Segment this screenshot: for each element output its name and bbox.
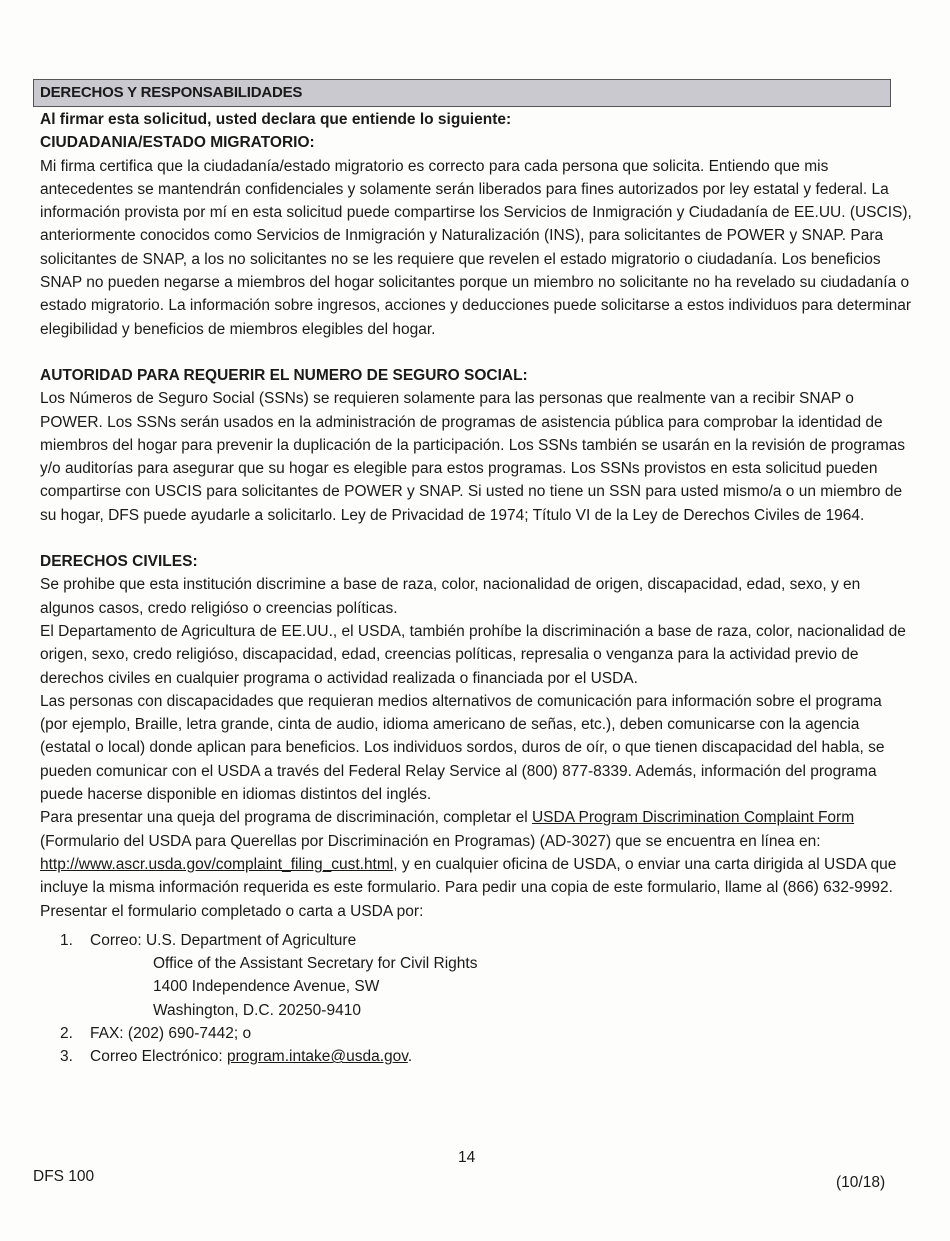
ssn-section — [40, 364, 912, 527]
revision-date: (10/18) — [836, 1174, 886, 1191]
civil-rights-paragraph-1: Se prohibe que esta institución discrimine a base de raza, color, nacionalidad de origen, discapacidad, edad, sexo, y en algunos casos, credo religióso o creencias políticas. — [40, 576, 861, 617]
complaint-text-before: Para presentar una queja del programa de discriminación, completar el — [40, 809, 532, 827]
civil-rights-paragraph-4 — [40, 806, 912, 922]
section-header-bar — [33, 79, 891, 107]
complaint-url-link[interactable]: http://www.ascr.usda.gov/complaint_filing_cust.html — [40, 855, 394, 873]
address-line-2: 1400 Independence Avenue, SW — [153, 978, 380, 996]
page-content — [40, 108, 912, 1069]
civil-rights-paragraph-2: El Departamento de Agricultura de EE.UU., el USDA, también prohíbe la discriminación a base de raza, color, nacionalidad de origen, sexo, credo religióso, discapacidad, edad, creencias políticas, represalia o venganza para la actividad previo de derechos civiles en cualquier programa o actividad realizada o financiada por el USDA. — [40, 622, 906, 687]
submission-methods-list — [40, 929, 912, 1069]
citizenship-heading: CIUDADANIA/ESTADO MIGRATORIO: — [40, 134, 315, 152]
list-item-mail — [40, 929, 912, 952]
complaint-text-mid: (Formulario del USDA para Querellas por Discriminación en Programas) (AD-3027) que se encuentra en línea en: — [40, 832, 821, 850]
form-id: DFS 100 — [33, 1168, 95, 1185]
complaint-form-link[interactable]: USDA Program Discrimination Complaint Form — [531, 809, 855, 827]
intro-statement: Al firmar esta solicitud, usted declara que entiende lo siguiente: — [40, 111, 512, 128]
page-number: 14 — [458, 1149, 476, 1166]
address-line-1: Office of the Assistant Secretary for Civil Rights — [153, 955, 478, 973]
list-number: 2. — [60, 1024, 73, 1042]
ssn-body: Los Números de Seguro Social (SSNs) se requieren solamente para las personas que realmente van a recibir SNAP o POWER. Los SSNs serán usados en la administración de programas de asistencia pública para comprobar la identidad de miembros del hogar para prevenir la duplicación de la participación. Los SSNs también se usarán en la revisión de programas y/o auditorías para asegurar que su hogar es elegible para estos programas. Los SSNs provistos en esta solicitud pueden compartirse con USCIS para solicitantes de POWER y SNAP. Si usted no tiene un SSN para usted mismo/a o un miembro de su hogar, DFS puede ayudarle a solicitarlo. Ley de Privacidad de 1974; Título VI de la Ley de Derechos Civiles de 1964. — [40, 390, 906, 524]
list-item-email — [40, 1045, 912, 1068]
section-title: DERECHOS Y RESPONSABILIDADES — [40, 84, 303, 101]
list-item-fax — [40, 1022, 912, 1045]
fax-label: FAX: (202) 690-7442; o — [90, 1024, 252, 1042]
mail-label: Correo: U.S. Department of Agriculture — [90, 931, 357, 949]
list-number: 3. — [60, 1048, 73, 1066]
civil-rights-section — [40, 550, 912, 1069]
civil-rights-paragraph-3: Las personas con discapacidades que requieran medios alternativos de comunicación para información sobre el programa (por ejemplo, Braille, letra grande, cinta de audio, idioma americano de señas, etc.), deben comunicarse con la agencia (estatal o local) donde aplican para beneficios. Los individuos sordos, duros de oír, o que tienen discapacidad del habla, se pueden comunicar con el USDA a través del Federal Relay Service al (800) 877-8339. Además, información del programa puede hacerse disponible en idiomas distintos del inglés. — [40, 692, 885, 804]
address-line-3: Washington, D.C. 20250-9410 — [153, 1001, 361, 1019]
email-link[interactable]: program.intake@usda.gov — [226, 1048, 408, 1066]
email-label: Correo Electrónico: — [90, 1048, 227, 1066]
ssn-heading: AUTORIDAD PARA REQUERIR EL NUMERO DE SEGURO SOCIAL: — [40, 366, 528, 384]
complaint-text-after: , y en cualquier oficina de USDA, o enviar una carta dirigida al USDA que incluye la misma información requerida es este formulario. Para pedir una copia de este formulario, llame al (866) 632-9992. Presentar el formulario completado o carta a USDA por: — [40, 855, 897, 920]
email-end: . — [407, 1048, 413, 1066]
list-number: 1. — [60, 931, 73, 949]
civil-rights-heading: DERECHOS CIVILES: — [40, 553, 198, 571]
citizenship-body: Mi firma certifica que la ciudadanía/estado migratorio es correcto para cada persona que solicita. Entiendo que mis antecedentes se mantendrán confidenciales y solamente serán liberados para fines autorizados por ley estatal y federal. La información provista por mí en esta solicitud puede compartirse los Servicios de Inmigración y Ciudadanía de EE.UU. (USCIS), anteriormente conocidos como Servicios de Inmigración y Naturalización (INS), para solicitantes de POWER y SNAP. Para solicitantes de SNAP, a los no solicitantes no se les requiere que revelen el estado migratorio o ciudadanía. Los beneficios SNAP no pueden negarse a miembros del hogar solicitantes porque un miembro no solicitante no ha revelado su ciudadanía o estado migratorio. La información sobre ingresos, acciones y deducciones puede solicitarse a estos individuos para determinar elegibilidad y beneficios de miembros elegibles del hogar. — [40, 157, 912, 338]
